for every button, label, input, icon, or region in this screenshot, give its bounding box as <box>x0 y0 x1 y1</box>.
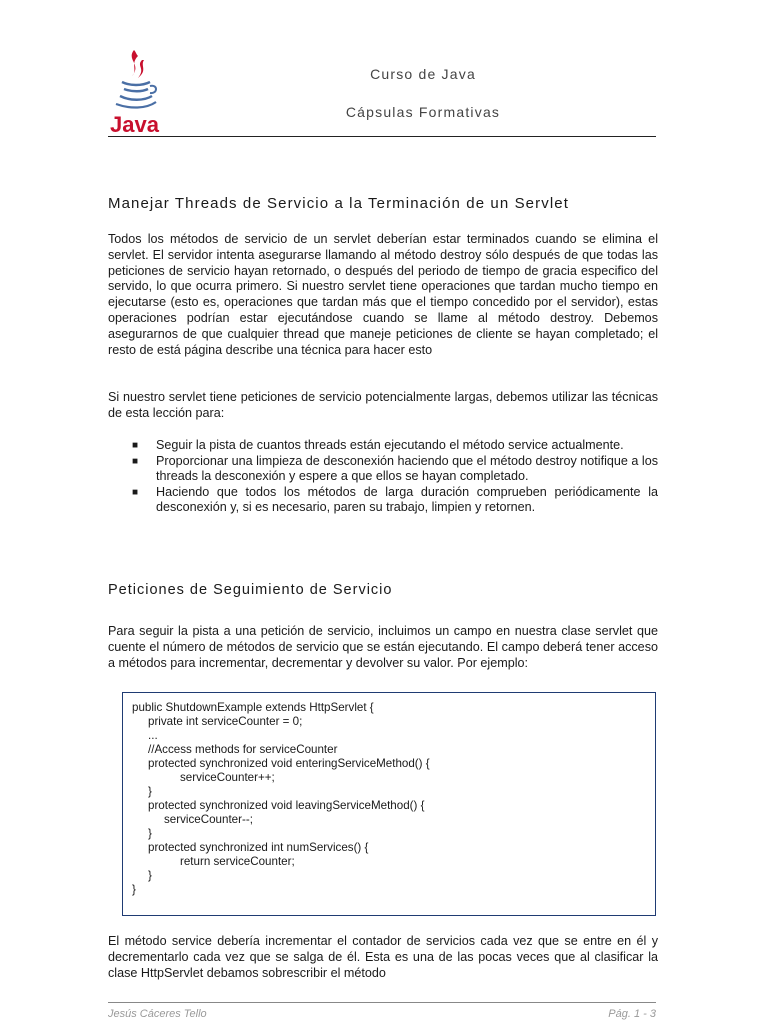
footer-divider <box>108 1002 656 1003</box>
page-number: Pág. 1 - 3 <box>608 1008 656 1020</box>
intro-paragraph: Todos los métodos de servicio de un servlet deberían estar terminados cuando se elimina el servlet. El servidor intenta asegurarse llamando al método destroy sólo después de que todas las peticiones de servicio hayan retornado, o después del periodo de tiempo de gracia especifico del servido, lo que ocurra primero. Si nuestro servlet tiene operaciones que tardan mucho tiempo en ejecutarse (esto es, operaciones que tardan más que el tiempo concedido por el servidor), estas operaciones podrían estar ejecutándose cuando se llame al método destroy. Debemos asegurarnos de que cualquier thread que maneje peticiones de cliente se hayan completado; el resto de está página describe una técnica para hacer esto <box>108 232 658 357</box>
header-divider <box>108 136 656 137</box>
techniques-paragraph: Si nuestro servlet tiene peticiones de servicio potencialmente largas, debemos utilizar las técnicas de esta lección para: <box>108 390 658 420</box>
code-line: ... <box>148 729 158 742</box>
code-line: } <box>148 785 152 798</box>
code-line: protected synchronized void enteringServiceMethod() { <box>148 757 430 770</box>
java-logo <box>108 46 164 136</box>
bullet-icon: ■ <box>132 455 139 467</box>
list-item: ■ Seguir la pista de cuantos threads están ejecutando el método service actualmente. <box>132 438 624 452</box>
code-example <box>122 692 656 916</box>
code-line: serviceCounter++; <box>180 771 275 784</box>
service-paragraph: El método service debería incrementar el contador de servicios cada vez que se entre en él y decrementarlo cada vez que se salga de él. Esta es una de las pocas veces que al clasificar la clase HttpServlet debamos sobrescribir el método <box>108 934 658 980</box>
section-heading: Manejar Threads de Servicio a la Terminación de un Servlet <box>108 195 569 212</box>
code-line: //Access methods for serviceCounter <box>148 743 338 756</box>
code-line: public ShutdownExample extends HttpServlet { <box>132 701 374 714</box>
code-line: private int serviceCounter = 0; <box>148 715 303 728</box>
list-item: ■ Proporcionar una limpieza de desconexión haciendo que el método destroy notifique a los threads la desconexión y espere a que ellos se hayan completado. <box>132 453 658 484</box>
code-line: return serviceCounter; <box>180 855 295 868</box>
counter-paragraph: Para seguir la pista a una petición de servicio, incluimos un campo en nuestra clase servlet que cuente el número de métodos de servicio que se están ejecutando. El campo deberá tener acceso a métodos para incrementar, decrementar y devolver su valor. Por ejemplo: <box>108 624 658 670</box>
code-line: } <box>132 883 136 896</box>
techniques-list <box>130 438 658 516</box>
svg-text:Java: Java <box>110 112 159 136</box>
course-subtitle: Cápsulas Formativas <box>345 104 501 120</box>
code-line: } <box>148 827 152 840</box>
list-item: ■ Haciendo que todos los métodos de larga duración comprueben periódicamente la desconexión y, si es necesario, paren su trabajo, limpien y retornen. <box>132 484 658 515</box>
code-line: } <box>148 869 152 882</box>
subsection-heading: Peticiones de Seguimiento de Servicio <box>108 582 393 598</box>
course-title: Curso de Java <box>370 66 476 82</box>
code-line: serviceCounter--; <box>164 813 253 826</box>
code-line: protected synchronized void leavingServiceMethod() { <box>148 799 425 812</box>
footer-author: Jesús Cáceres Tello <box>108 1008 207 1020</box>
bullet-icon: ■ <box>132 440 139 451</box>
code-line: protected synchronized int numServices() { <box>148 841 369 854</box>
bullet-icon: ■ <box>132 486 139 498</box>
